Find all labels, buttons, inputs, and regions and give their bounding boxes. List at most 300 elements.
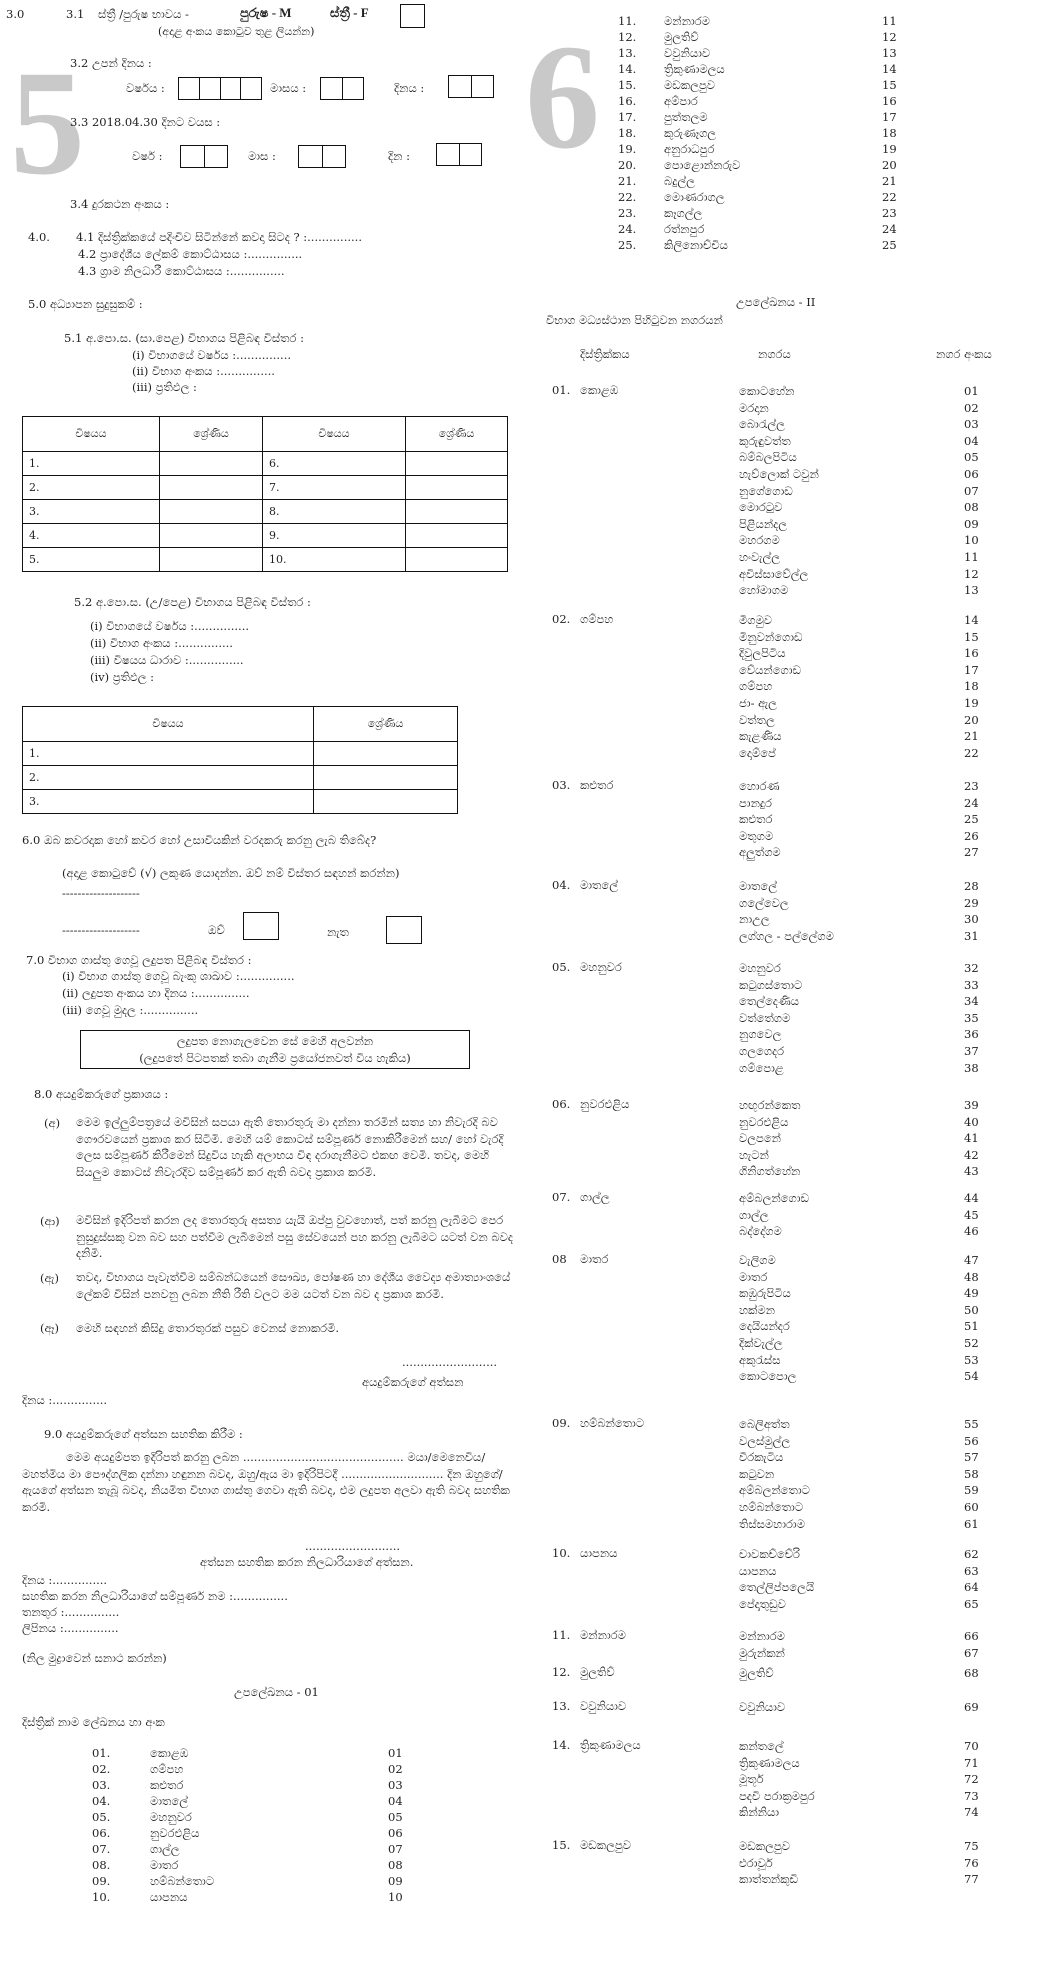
table-row xyxy=(23,524,508,548)
town-code: 48 xyxy=(964,1269,979,1284)
ol-row-no[interactable]: 4. xyxy=(23,524,160,548)
age-years-input[interactable] xyxy=(180,145,228,168)
amount-paid-field: (iii) ගෙවූ මුදල :............... xyxy=(62,1003,199,1017)
al-col-grade: ශ්‍රේණිය xyxy=(314,707,458,742)
district-group-name: මුලතිව් xyxy=(580,1665,615,1679)
town-code: 24 xyxy=(964,795,979,810)
town-name: චාවකච්චේරි xyxy=(739,1547,800,1561)
town-code: 50 xyxy=(964,1302,979,1317)
district-code: 08 xyxy=(388,1858,403,1872)
town-name: වැලිගම xyxy=(739,1253,776,1267)
town-code: 29 xyxy=(964,895,979,910)
town-code: 64 xyxy=(964,1580,979,1595)
town-row xyxy=(739,1855,1064,1872)
town-code: 72 xyxy=(964,1772,979,1787)
list-item xyxy=(618,125,897,141)
town-name: කින්නියා xyxy=(739,1805,780,1820)
town-name: අවිස්සාවේල්ල xyxy=(739,566,809,581)
age-years-label: වර්ෂ : xyxy=(132,149,163,163)
town-row xyxy=(739,993,1064,1010)
town-name: කළුතර xyxy=(739,812,773,827)
clause-ee-label: (ඈ) xyxy=(40,1321,59,1335)
town-name: මොරටුව xyxy=(739,500,783,515)
district-index: 04. xyxy=(92,1794,111,1808)
town-row xyxy=(739,1499,1064,1516)
town-row xyxy=(739,1433,1064,1450)
ol-grade-cell[interactable] xyxy=(160,452,263,476)
q41-district-since: 4.1 දිස්ත්‍රික්කයේ පදිංචිව සිටින්නේ කවදා සිටද ? :............... xyxy=(76,230,362,244)
district-group-number: 11. xyxy=(552,1628,571,1642)
list-item xyxy=(92,1825,403,1841)
list-item xyxy=(92,1761,403,1777)
town-row xyxy=(739,1223,1064,1240)
ol-grade-cell[interactable] xyxy=(160,548,263,572)
ol-row-no[interactable]: 7. xyxy=(263,476,406,500)
town-code: 10 xyxy=(964,533,979,548)
town-code: 66 xyxy=(964,1629,979,1643)
town-name: මරදාන xyxy=(739,400,769,415)
town-name: හඟුරන්කෙත xyxy=(739,1098,801,1112)
town-row xyxy=(739,960,1064,977)
town-name: තිස්සමහාරාම xyxy=(739,1516,805,1531)
town-list xyxy=(739,1665,1064,1682)
town-code: 62 xyxy=(964,1547,979,1561)
district-name: නුවරඑළිය xyxy=(150,1826,200,1840)
district-name: ත්‍රිකුණාමලය xyxy=(664,62,725,76)
district-code: 10 xyxy=(388,1890,403,1904)
town-code: 70 xyxy=(964,1739,979,1753)
q52-results: (iv) ප්‍රතිඵල : xyxy=(90,670,155,684)
town-name: මන්නාරම xyxy=(739,1629,785,1643)
district-name: මුලතිව් xyxy=(664,30,699,44)
town-row xyxy=(739,466,1064,483)
district-code: 23 xyxy=(882,206,897,220)
list-item xyxy=(618,189,897,205)
ol-col-grade-2: ශ්‍රේණිය xyxy=(406,417,508,452)
town-code: 42 xyxy=(964,1147,979,1162)
town-code: 13 xyxy=(964,583,979,598)
town-row xyxy=(739,778,1064,795)
town-name: පිළියන්දල xyxy=(739,516,788,531)
town-name: වත්තල xyxy=(739,712,775,727)
town-row xyxy=(739,1416,1064,1433)
al-grade-cell[interactable] xyxy=(314,790,458,814)
town-list xyxy=(739,1628,1064,1661)
town-row xyxy=(739,928,1064,945)
town-row xyxy=(739,1207,1064,1224)
age-months-label: මාස : xyxy=(248,149,276,163)
town-code: 57 xyxy=(964,1450,979,1465)
ol-row-no[interactable]: 2. xyxy=(23,476,160,500)
town-row xyxy=(739,678,1064,695)
town-row xyxy=(739,1699,1064,1716)
clause-a-text: මෙම ඉල්ලුම්පත්‍රයේ මවිසින් සපයා ඇති තොරතුරු මා දන්නා තරමින් සත්‍ය හා නිවැරදි බව ගෞරවයෙන් ප්‍රකාශ කර සිටිමි. මෙහි යම් කොටස් සම්පූර්ණ නොකිරීමෙන් සහ/ හෝ වැරදි ලෙස සම්පූර්ණ කිරීමෙන් සිදුවිය හැකි අලාභය විඳ දරාගැනීමට එකඟ වෙමි. තවද, මෙහි සියලුම කොටස් නිවැරදිව සම්පූර්ණ කර ඇති බවද ප්‍රකාශ කරමි. xyxy=(76,1115,504,1180)
receipt-box-line2: (ලදුපතේ පිටපතක් තබා ගැනීම ප්‍රයෝජනවත් විය හැකිය) xyxy=(139,1050,411,1065)
town-code: 03 xyxy=(964,417,979,432)
district-group-number: 01. xyxy=(552,383,571,397)
birth-day-input[interactable] xyxy=(448,75,494,98)
al-grade-cell[interactable] xyxy=(314,766,458,790)
birth-month-label: මාසය : xyxy=(270,81,307,95)
town-row xyxy=(739,1628,1064,1645)
ol-grade-cell[interactable] xyxy=(160,524,263,548)
town-name: කටුවන xyxy=(739,1466,775,1481)
town-code: 71 xyxy=(964,1755,979,1770)
district-code: 03 xyxy=(388,1778,403,1792)
town-code: 63 xyxy=(964,1563,979,1578)
town-code: 44 xyxy=(964,1191,979,1205)
district-group-number: 14. xyxy=(552,1738,571,1752)
town-name: මූතූර් xyxy=(739,1772,764,1787)
official-stamp-note: (නිල මුද්‍රාවෙන් සනාථ කරන්න) xyxy=(22,1651,167,1665)
town-name: මුලතිව් xyxy=(739,1666,774,1680)
town-name: අලුත්ගම xyxy=(739,845,781,860)
town-name: මඩකලපුව xyxy=(739,1839,790,1853)
town-row xyxy=(739,662,1064,679)
ol-row-no[interactable]: 9. xyxy=(263,524,406,548)
town-name: බම්බලපිටිය xyxy=(739,450,797,465)
district-index: 23. xyxy=(618,206,637,220)
town-name: මුරුන්කන් xyxy=(739,1645,785,1660)
district-group-number: 09. xyxy=(552,1416,571,1430)
town-name: අම්බලන්ගොඩ xyxy=(739,1191,810,1205)
list-item xyxy=(618,61,897,77)
officer-address: ලිපිනය :............... xyxy=(22,1621,119,1635)
town-name: මිනුවන්ගොඩ xyxy=(739,629,803,644)
town-row xyxy=(739,1871,1064,1888)
town-code: 38 xyxy=(964,1060,979,1075)
town-row xyxy=(739,1043,1064,1060)
yes-checkbox[interactable] xyxy=(243,912,279,940)
district-name: බදුල්ල xyxy=(664,174,695,188)
district-index: 15. xyxy=(618,78,637,92)
appendix-2-title: උපලේඛනය - II xyxy=(736,295,816,309)
town-name: ලග්ගල - පල්ලේගම xyxy=(739,928,834,943)
district-group-number: 15. xyxy=(552,1838,571,1852)
al-row-no[interactable]: 2. xyxy=(23,766,314,790)
district-code: 24 xyxy=(882,222,897,236)
section-3-number: 3.0 xyxy=(6,7,25,21)
town-name: පේද්‍රුතුඩුව xyxy=(739,1596,786,1611)
ol-row-no[interactable]: 6. xyxy=(263,452,406,476)
town-name: නුගේගොඩ xyxy=(739,483,793,498)
town-code: 41 xyxy=(964,1131,979,1146)
district-name: කළුතර xyxy=(150,1778,184,1792)
town-code: 35 xyxy=(964,1010,979,1025)
town-row xyxy=(739,1563,1064,1580)
town-row xyxy=(739,1449,1064,1466)
town-name: තෙල්ලිප්පලෙයි xyxy=(739,1580,815,1595)
birth-month-input[interactable] xyxy=(320,77,364,100)
district-code: 01 xyxy=(388,1746,403,1760)
ol-grade-cell[interactable] xyxy=(406,548,508,572)
al-row-no[interactable]: 3. xyxy=(23,790,314,814)
town-row xyxy=(739,1466,1064,1483)
receipt-paste-box[interactable] xyxy=(80,1030,470,1069)
town-list xyxy=(739,1546,1064,1612)
q52-year: (i) විභාගයේ වර්ෂය :............... xyxy=(90,619,250,633)
town-row xyxy=(739,1665,1064,1682)
town-row xyxy=(739,483,1064,500)
town-row xyxy=(739,1302,1064,1319)
birth-year-input[interactable] xyxy=(178,77,262,100)
ol-grade-cell[interactable] xyxy=(406,500,508,524)
town-name: දික්වැල්ල xyxy=(739,1335,783,1350)
officer-date: දිනය :............... xyxy=(22,1573,108,1587)
q31-note: (අදාළ අංකය කොටුව තුළ ලියන්න) xyxy=(158,25,315,38)
town-row xyxy=(739,911,1064,928)
list-item xyxy=(618,93,897,109)
town-row xyxy=(739,728,1064,745)
appendix-1-title: උපලේඛනය - 01 xyxy=(234,1685,319,1699)
town-row xyxy=(739,1788,1064,1805)
district-index: 06. xyxy=(92,1826,111,1840)
district-name: අම්පාර xyxy=(664,94,698,108)
district-group-name: මාතර xyxy=(580,1252,609,1266)
ol-row-no[interactable]: 3. xyxy=(23,500,160,524)
age-days-input[interactable] xyxy=(436,143,482,166)
list-item xyxy=(618,221,897,237)
town-code: 09 xyxy=(964,516,979,531)
al-grade-cell[interactable] xyxy=(314,742,458,766)
district-index: 08. xyxy=(92,1858,111,1872)
list-item xyxy=(618,45,897,61)
list-item xyxy=(618,157,897,173)
town-name: කඹුරුපිටිය xyxy=(739,1286,791,1301)
officer-signature-label: අත්සන සහතික කරන නිලධාරියාගේ අත්සන. xyxy=(200,1555,414,1569)
district-code: 25 xyxy=(882,238,897,252)
town-code: 08 xyxy=(964,500,979,515)
receipt-box-line1: ලදුපත නොගැලවෙන සේ මෙහි අලවන්න xyxy=(176,1034,374,1048)
list-item xyxy=(618,77,897,93)
district-name: මාතර xyxy=(150,1858,179,1872)
town-row xyxy=(739,1771,1064,1788)
list-item xyxy=(618,173,897,189)
town-name: නුගවෙල xyxy=(739,1027,782,1042)
clause-aa-label: (ආ) xyxy=(40,1214,60,1228)
town-name: බොරැල්ල xyxy=(739,417,785,432)
bank-branch-field: (i) විභාග ගාස්තු ගෙවූ බැංකු ශාඛාව :............... xyxy=(62,969,295,983)
town-name: ත්‍රිකුණාමලය xyxy=(739,1755,800,1770)
town-code: 61 xyxy=(964,1516,979,1531)
district-name: පොළොන්නරුව xyxy=(664,158,741,172)
town-name: දොම්පේ xyxy=(739,745,776,760)
q43-gn-division: 4.3 ග්‍රාම නිලධාරී කොට්ඨාසය :............... xyxy=(78,264,285,278)
town-name: වලපනේ xyxy=(739,1131,781,1146)
ol-row-no[interactable]: 5. xyxy=(23,548,160,572)
town-code: 43 xyxy=(964,1164,979,1179)
list-item xyxy=(92,1793,403,1809)
town-name: පදවි පරාක්‍රමපුර xyxy=(739,1788,815,1803)
town-row xyxy=(739,1755,1064,1772)
district-code: 13 xyxy=(882,46,897,60)
district-group-name: මහනුවර xyxy=(580,960,622,974)
town-code: 25 xyxy=(964,812,979,827)
town-row xyxy=(739,811,1064,828)
town-code: 05 xyxy=(964,450,979,465)
town-name: ගම්පහ xyxy=(739,679,773,694)
town-row xyxy=(739,629,1064,646)
district-group-name: මන්නාරම xyxy=(580,1628,626,1642)
list-item xyxy=(92,1873,403,1889)
town-row xyxy=(739,1738,1064,1755)
town-code: 28 xyxy=(964,879,979,893)
town-name: එරාවූර් xyxy=(739,1855,773,1870)
town-name: ගාල්ල xyxy=(739,1207,769,1222)
town-code: 68 xyxy=(964,1666,979,1680)
ol-grade-cell[interactable] xyxy=(406,452,508,476)
q51-label: 5.1 අ.පො.ස. (සා.පෙළ) විභාගය පිළිබඳ විස්තර : xyxy=(64,331,304,345)
ol-row-no[interactable]: 10. xyxy=(263,548,406,572)
q51-results: (iii) ප්‍රතිඵල : xyxy=(132,380,197,394)
town-name: ගිනිගත්හේන xyxy=(739,1164,801,1179)
town-name: තෙල්දෙණිය xyxy=(739,994,800,1009)
town-row xyxy=(739,1579,1064,1596)
birth-day-label: දිනය : xyxy=(394,81,425,95)
town-code: 76 xyxy=(964,1855,979,1870)
section-7-heading: 7.0 විභාග ගාස්තු ගෙවූ ලදුපත පිළිබඳ විස්තර : xyxy=(26,953,252,967)
town-code: 53 xyxy=(964,1352,979,1367)
ol-grade-cell[interactable] xyxy=(406,476,508,500)
town-code: 74 xyxy=(964,1805,979,1820)
ol-row-no[interactable]: 8. xyxy=(263,500,406,524)
age-months-input[interactable] xyxy=(298,145,346,168)
list-item xyxy=(618,29,897,45)
ol-results-table xyxy=(22,416,508,572)
town-list xyxy=(739,1252,1064,1385)
town-code: 14 xyxy=(964,613,979,627)
district-index: 18. xyxy=(618,126,637,140)
town-code: 06 xyxy=(964,466,979,481)
ol-row-no[interactable]: 1. xyxy=(23,452,160,476)
town-row xyxy=(739,433,1064,450)
district-group-name: හම්බන්තොට xyxy=(580,1416,645,1430)
district-group-name: වවුනියාව xyxy=(580,1699,627,1713)
district-name: මන්නාරම xyxy=(664,14,710,28)
q31-number: 3.1 xyxy=(66,7,85,21)
town-name: ගම්පොළ xyxy=(739,1060,784,1075)
town-row xyxy=(739,828,1064,845)
list-item xyxy=(618,13,897,29)
ol-grade-cell[interactable] xyxy=(160,476,263,500)
section-6-question: 6.0 ඔබ කවරදාක හෝ කවර හෝ උසාවියකින් වරදකරු කරනු ලැබ තිබේද? xyxy=(22,833,377,847)
district-name: ගම්පහ xyxy=(150,1762,184,1776)
col-town-header: නගරය xyxy=(758,347,791,361)
district-group-number: 02. xyxy=(552,612,571,626)
q51-index: (ii) විභාග අංකය :............... xyxy=(132,364,275,378)
district-code: 11 xyxy=(882,14,897,28)
district-group-name: මාතලේ xyxy=(580,878,618,892)
town-row xyxy=(739,1318,1064,1335)
district-name: අනුරාධපුර xyxy=(664,142,715,156)
district-code: 21 xyxy=(882,174,897,188)
district-group-number: 06. xyxy=(552,1097,571,1111)
town-row xyxy=(739,1285,1064,1302)
district-group-number: 05. xyxy=(552,960,571,974)
clause-aa-text: මවිසින් ඉදිරිපත් කරන ලද තොරතුරු අසත්‍ය යැයි ඔප්පු වුවහොත්, පත් කරනු ලැබීමට පෙර නුසුදුස්සකු වන බව සහ පත්වීම ලැබීමෙන් පසු සේවයෙන් පහ කරනු ලැබීමට යටත් වන බවද දනිමි. xyxy=(76,1213,513,1261)
district-name: කිලිනොච්චිය xyxy=(664,238,728,252)
town-code: 01 xyxy=(964,384,979,398)
town-code: 02 xyxy=(964,400,979,415)
town-code: 45 xyxy=(964,1207,979,1222)
district-index: 22. xyxy=(618,190,637,204)
district-index: 10. xyxy=(92,1890,111,1904)
town-row xyxy=(739,383,1064,400)
district-index: 25. xyxy=(618,238,637,252)
district-name: රත්නපුර xyxy=(664,222,705,236)
town-name: වවුනියාව xyxy=(739,1700,786,1714)
town-row xyxy=(739,532,1064,549)
al-row-no[interactable]: 1. xyxy=(23,742,314,766)
appendix-1-district-list xyxy=(92,1745,403,1905)
clause-ae-label: (ඇ) xyxy=(40,1271,59,1285)
yes-label: ඔව් xyxy=(208,923,225,937)
district-code: 14 xyxy=(882,62,897,76)
district-index: 12. xyxy=(618,30,637,44)
no-checkbox[interactable] xyxy=(386,916,422,944)
district-group-name: නුවරඑළිය xyxy=(580,1097,630,1111)
q34-phone: 3.4 දුරකථන අංකය : xyxy=(70,197,170,211)
list-item xyxy=(92,1889,403,1905)
town-code: 27 xyxy=(964,845,979,860)
ol-col-grade-1: ශ්‍රේණිය xyxy=(160,417,263,452)
al-col-subject: විෂයය xyxy=(23,707,314,742)
q52-stream: (iii) විෂයය ධාරාව :............... xyxy=(90,653,244,667)
town-name: මහරගම xyxy=(739,533,780,548)
district-code: 18 xyxy=(882,126,897,140)
town-row xyxy=(739,549,1064,566)
town-row xyxy=(739,695,1064,712)
list-item xyxy=(92,1841,403,1857)
district-group-name: මඩකලපුව xyxy=(580,1838,631,1852)
town-list xyxy=(739,778,1064,861)
town-row xyxy=(739,499,1064,516)
clause-ee-text: මෙහි සඳහන් කිසිදු තොරතුරක් පසුව වෙනස් නොකරමි. xyxy=(76,1321,340,1335)
section-4-number: 4.0. xyxy=(28,230,50,244)
q31-label: ස්ත්‍රී /පුරුෂ භාවය - xyxy=(98,7,189,21)
town-code: 39 xyxy=(964,1098,979,1112)
town-name: අකුරැස්ස xyxy=(739,1352,781,1367)
ol-grade-cell[interactable] xyxy=(406,524,508,548)
district-index: 03. xyxy=(92,1778,111,1792)
details-dashes-2: -------------------- xyxy=(62,923,140,937)
district-group-name: ගම්පහ xyxy=(580,612,614,626)
town-row xyxy=(739,1335,1064,1352)
district-group-name: කොළඹ xyxy=(580,383,619,397)
receipt-no-field: (ii) ලදුපත අංකය හා දිනය :............... xyxy=(62,986,250,1000)
town-name: ගලගෙදර xyxy=(739,1043,785,1058)
list-item xyxy=(618,141,897,157)
ol-grade-cell[interactable] xyxy=(160,500,263,524)
district-group-name: ත්‍රිකුණාමලය xyxy=(580,1738,641,1752)
district-code: 22 xyxy=(882,190,897,204)
district-code: 12 xyxy=(882,30,897,44)
town-row xyxy=(739,1352,1064,1369)
gender-input-box[interactable] xyxy=(400,4,425,28)
district-name: කෑගල්ල xyxy=(664,206,703,220)
town-code: 07 xyxy=(964,483,979,498)
town-row xyxy=(739,516,1064,533)
certification-paragraph: මෙම අයදුම්පත ඉදිරිපත් කරනු ලබන ............................................ මයා/මෙනෙවිය/මහත්මිය මා පෞද්ගලික දන්නා හඳුනන බවද, ඔහු/ඇය මා ඉදිරිපිටදී ............................ දින ඔහුගේ/ඇයගේ අත්සන තැබූ බවද, නියමිත විභාග ගාස්තු ගෙවා ඇති බවද, එම ලදුපත අලවා ඇති බවද සහතික කරමි. xyxy=(22,1450,510,1515)
district-group-number: 13. xyxy=(552,1699,571,1713)
age-days-label: දින : xyxy=(388,149,410,163)
district-code: 05 xyxy=(388,1810,403,1824)
town-row xyxy=(739,1596,1064,1613)
town-name: හොරණ xyxy=(739,779,780,793)
town-code: 55 xyxy=(964,1417,979,1431)
town-code: 30 xyxy=(964,912,979,927)
town-name: මීගමුව xyxy=(739,613,773,627)
